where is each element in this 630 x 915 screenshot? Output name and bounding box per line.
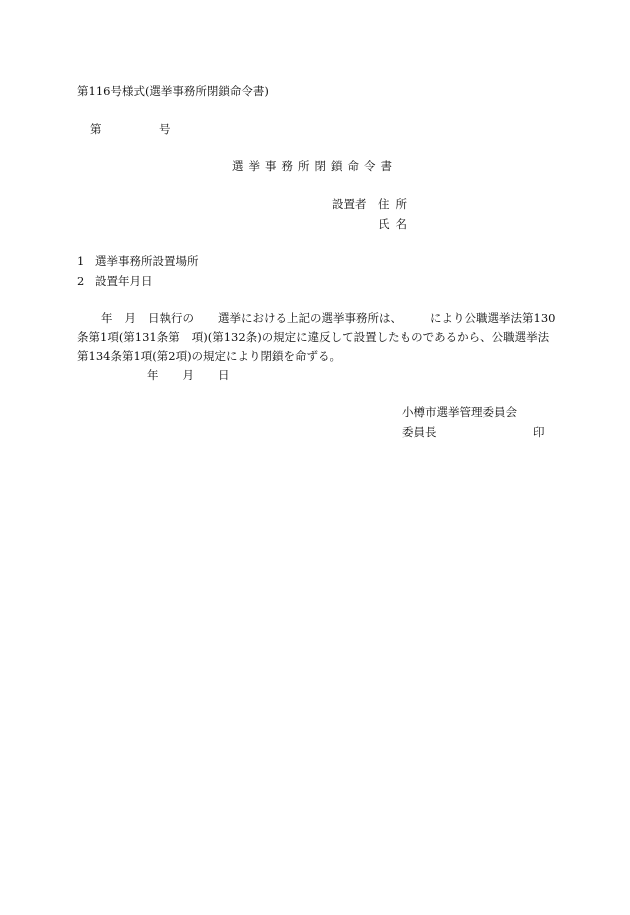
date-year: 年 [147, 368, 159, 382]
body-line-2a: 条第1項(第131条第 [77, 330, 180, 344]
body-year: 年 [101, 311, 113, 325]
body-election: 選挙における上記の選挙事務所は、 [218, 311, 402, 325]
body-line-2b: 項)(第132条)の規定に違反して設置したものであるから、公職選挙法 [191, 330, 550, 344]
establisher-name-label: 氏名 [378, 217, 413, 231]
date-month: 月 [182, 368, 194, 382]
body-month: 月 [124, 311, 136, 325]
body-line-1 [77, 313, 555, 325]
body-by-law: により公職選挙法第130 [430, 311, 556, 325]
issue-date [77, 370, 230, 382]
item-installation-place [77, 256, 199, 268]
item-number: 1 [77, 254, 85, 268]
item-number: 2 [77, 274, 85, 288]
seal-mark: 印 [533, 425, 545, 439]
item-text: 選挙事務所設置場所 [95, 254, 199, 268]
document-title: 選挙事務所閉鎖命令書 [232, 159, 397, 173]
body-line-2 [77, 332, 549, 344]
issuer-chair: 委員長 [402, 425, 437, 439]
establisher-address-label: 住所 [378, 197, 413, 211]
body-line-3: 第134条第1項(第2項)の規定により閉鎖を命ずる。 [77, 349, 342, 363]
date-day: 日 [218, 368, 230, 382]
item-installation-date [77, 276, 153, 288]
form-label: 第116号様式(選挙事務所閉鎖命令書) [77, 84, 269, 98]
item-text: 設置年月日 [95, 274, 153, 288]
issuer-committee: 小樽市選挙管理委員会 [402, 405, 517, 419]
doc-number-prefix: 第 [90, 122, 102, 136]
doc-number-suffix: 号 [159, 122, 171, 136]
establisher-label: 設置者 [332, 197, 367, 211]
body-day-held: 日執行の [148, 311, 194, 325]
